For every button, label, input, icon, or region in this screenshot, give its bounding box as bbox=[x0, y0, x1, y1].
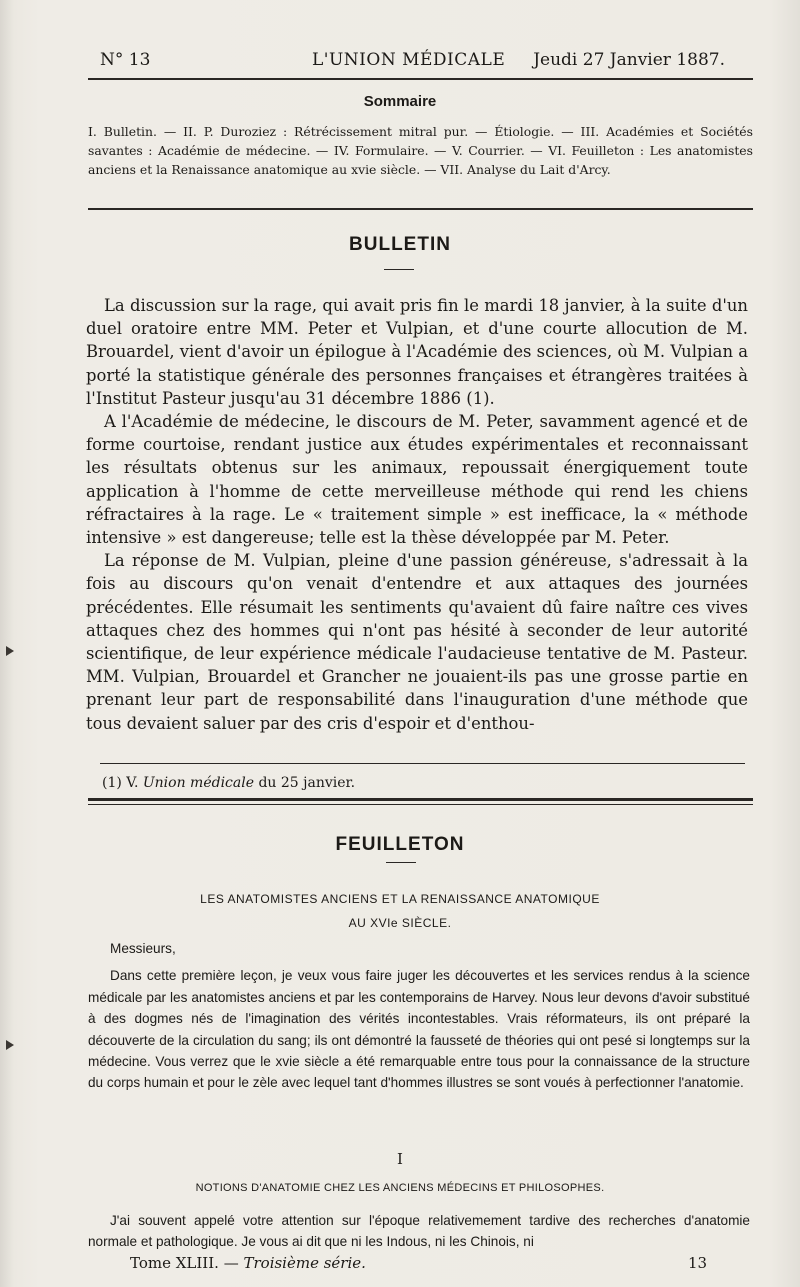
feuilleton-title: FEUILLETON bbox=[335, 834, 465, 855]
feuilleton-paragraph: Dans cette première leçon, je veux vous faire juger les découvertes et les services rendus à la science médicale par les anatomistes anciens et par les contemporains de Harvey. Nous leur devons d'avoir substitué à des dogmes nés de l'imagination des vérités incontestables. Vrais réformateurs, ils ont préparé la découverte de la circulation du sang; ils ont démontré la fausseté de théories qui ont pesé si longtemps sur la médecine. Vous verrez que le xvie siècle a été remarquable entre tous pour la connaissance de la structure du corps humain et pour le zèle avec lequel tant d'hommes illustres se sont voués à perfectionner l'anatomie. bbox=[88, 968, 750, 1091]
sommaire-title: Sommaire bbox=[363, 93, 437, 110]
bulletin-body bbox=[86, 294, 748, 735]
footnote-suffix: du 25 janvier. bbox=[258, 775, 356, 791]
section-number: I bbox=[397, 1150, 403, 1168]
header-rule bbox=[88, 78, 753, 80]
feuilleton-title-underline bbox=[386, 862, 416, 863]
series-label: Troisième série. bbox=[243, 1254, 366, 1272]
issue-number: N° 13 bbox=[100, 50, 151, 70]
page-header bbox=[100, 50, 725, 74]
bulletin-paragraph-2: A l'Académie de médecine, le discours de M. Peter, savamment agencé et de forme courtoise, rendant justice aux études expérimentales et reconnaissant les résultats obtenus sur les animaux, repoussait énergiquement toute application à l'homme de cette merveilleuse méthode qui rend les chiens réfractaires à la rage. Le « traitement simple » est inefficace, la « méthode intensive » est dangereuse; telle est la thèse développée par M. Peter. bbox=[86, 412, 748, 548]
page-footer-volume bbox=[130, 1254, 366, 1272]
bulletin-title-underline bbox=[384, 269, 414, 270]
footnote bbox=[102, 775, 355, 791]
feuilleton-salutation: Messieurs, bbox=[110, 941, 176, 956]
bulletin-paragraph-3: La réponse de M. Vulpian, pleine d'une passion généreuse, s'adressait à la fois au discours qu'on venait d'entendre et aux attaques des journées précédentes. Elle résumait les sentiments qu'avaient dû faire naître ces vives attaques chez des hommes qui n'ont pas hésité à seconder de leur autorité scientifique, de leur expérience médicale l'audacieuse tentative de M. Pasteur. MM. Vulpian, Brouardel et Grancher ne jouaient-ils pas une grosse partie en prenant leur part de responsabilité dans l'inauguration d'une méthode que tous devaient saluer par des cris d'espoir et d'enthou- bbox=[86, 551, 748, 733]
sommaire-text: I. Bulletin. — II. P. Duroziez : Rétrécissement mitral pur. — Étiologie. — III. Académies et Sociétés savantes : Académie de médecine. — IV. Formulaire. — V. Courrier. — VI. Feuilleton : Les anatomistes anciens et la Renaissance anatomique au xvie siècle. — VII. Analyse du Lait d'Arcy. bbox=[88, 124, 753, 177]
issue-date: Jeudi 27 Janvier 1887. bbox=[533, 50, 725, 70]
sommaire-rule bbox=[88, 208, 753, 210]
bulletin-paragraph-1: La discussion sur la rage, qui avait pris fin le mardi 18 janvier, à la suite d'un duel oratoire entre MM. Peter et Vulpian, et d'une courte allocution de M. Brouardel, vient d'avoir un épilogue à l'Académie des sciences, où M. Vulpian a porté la statistique générale des personnes françaises et étrangères traitées à l'Institut Pasteur jusqu'au 31 décembre 1886 (1). bbox=[86, 296, 748, 408]
bulletin-title: BULLETIN bbox=[349, 234, 451, 255]
section-title: NOTIONS D'ANATOMIE CHEZ LES ANCIENS MÉDECINS ET PHILOSOPHES. bbox=[195, 1182, 605, 1194]
footnote-prefix: (1) V. bbox=[102, 775, 139, 791]
feuilleton-separator-top bbox=[88, 798, 753, 801]
feuilleton-subtitle-line-1: LES ANATOMISTES ANCIENS ET LA RENAISSANCE ANATOMIQUE bbox=[200, 892, 600, 906]
feuilleton-body bbox=[88, 938, 750, 1094]
journal-title: L'UNION MÉDICALE bbox=[312, 50, 506, 70]
margin-mark-icon bbox=[6, 646, 14, 656]
footnote-source: Union médicale bbox=[142, 775, 254, 791]
volume-label: Tome XLIII. — bbox=[130, 1254, 239, 1272]
final-paragraph: J'ai souvent appelé votre attention sur l'époque relativemement tardive des recherches d'anatomie normale et pathologique. Je vous ai dit que ni les Indous, ni les Chinois, ni bbox=[88, 1213, 750, 1250]
feuilleton-separator-bottom bbox=[88, 804, 753, 805]
footnote-rule bbox=[100, 763, 745, 764]
margin-mark-icon bbox=[6, 1040, 14, 1050]
feuilleton-subtitle-line-2: AU XVIe SIÈCLE. bbox=[348, 916, 452, 930]
feuilleton-subtitle bbox=[0, 887, 800, 935]
page-number: 13 bbox=[688, 1254, 708, 1272]
